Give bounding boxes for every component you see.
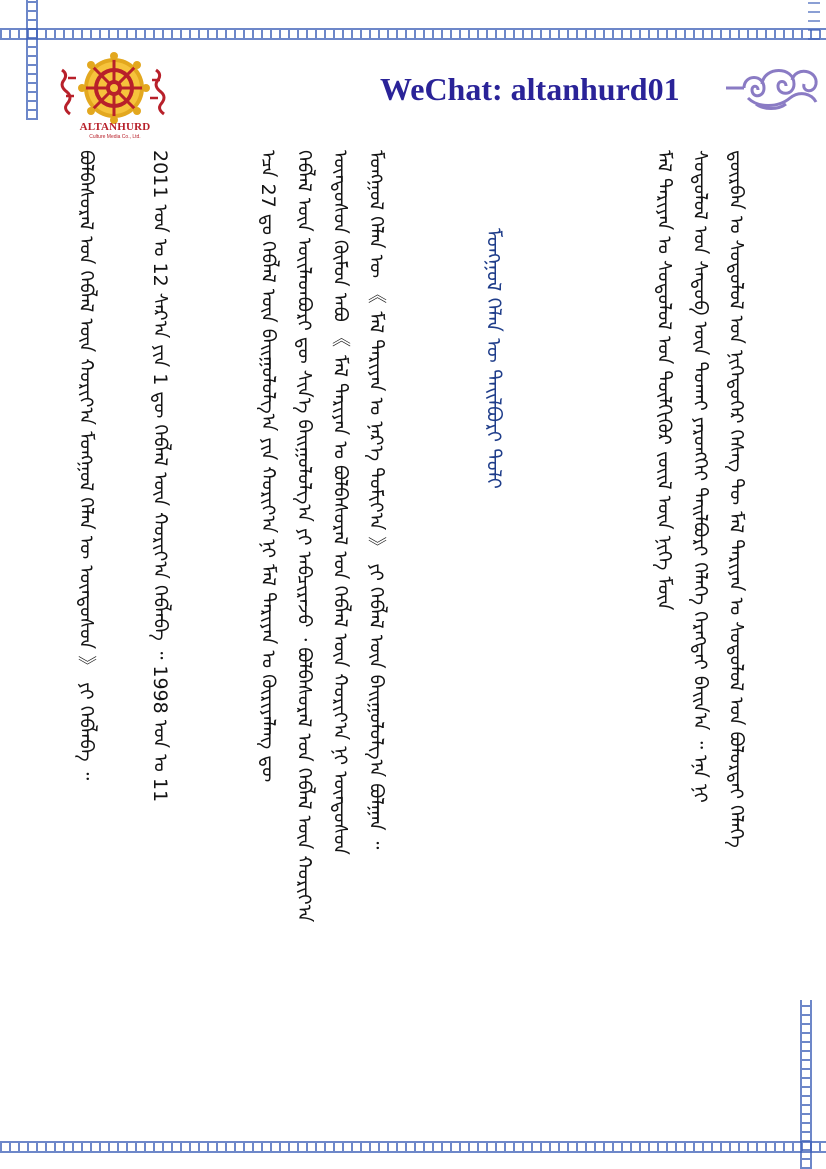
text-column: ᠦᠨᠳᠦᠰᠦᠨ ᠬᠦᠮᠦᠨ ᠠᠪᠤ 《 ᠮᠠᠯ ᠲᠠᠷᠢᠶᠠᠨ ᠤ ᠪᠣᠯᠪᠠᠰᠤᠷᠠᠯ ᠤᠨ ᠬᠡᠪᠯᠡᠯ ᠦᠨ ᠬᠣᠷᠢᠶ᠎ᠠ ᠨᠢ ᠦᠨᠳᠦᠰᠦᠨ [329,150,351,855]
text-column: 2011 ᠣᠨ ᠤ 12 ᠰᠠᠷ᠎ᠠ ᠶᠢᠨ 1 ᠳᠦ ᠬᠡᠪᠯᠡᠯ ᠦᠨ ᠬᠣᠷᠢᠶ᠎ᠠ ᠬᠡᠪᠯᠡᠪᠡ ᠃ 1998 ᠣᠨ ᠤ 11 [149,150,171,803]
altanhurd-logo [52,48,172,148]
bottom-ornament-border [0,1141,826,1153]
text-column: ᠰᠤᠳᠤᠯᠤᠯ ᠤᠨ ᠰᠡᠳᠦᠪ ᠦᠨ ᠲᠤᠬᠠᠢ ᠶᠡᠷᠦᠩᠬᠡᠢ ᠲᠠᠢᠯᠪᠤᠷᠢ ᠬᠡᠯᠡᠬᠡ ᠬᠡᠷᠡᠭᠲᠡᠢ ᠪᠠᠢᠨ᠎ᠠ ᠃ ᠡᠨᠡ ᠨᠢ [689,150,711,803]
text-column: ᠡᠴᠡ 27 ᠳᠤ ᠬᠡᠪᠯᠡᠯ ᠦᠨ ᠪᠠᠢᠭᠤᠯᠤᠯᠭ᠎ᠠ ᠶᠢᠨ ᠬᠣᠷᠢᠶ᠎ᠠ ᠨᠢ ᠮᠠᠯ ᠲᠠᠷᠢᠶᠠᠨ ᠤ ᠬᠦᠷᠢᠶᠡᠯᠡᠩ ᠳᠦ [257,150,279,783]
top-ornament-border [0,28,826,40]
text-column: ᠮᠤᠩᠭᠤᠯ ᠬᠡᠯᠡᠨ ᠦ 《 ᠮᠠᠯ ᠲᠠᠷᠢᠶᠠᠨ ᠤ ᠨᠡᠷ᠎ᠡ ᠲᠣᠮᠢᠶ᠎ᠠ 》 ᠶᠢ ᠬᠡᠪᠯᠡᠯ ᠦᠨ ᠪᠠᠢᠭᠤᠯᠤᠯᠭ᠎ᠠ ᠪᠣᠯᠭᠠᠨ ᠃ [365,150,387,850]
right-top-ornament-border [808,0,820,40]
dharma-wheel-icon [52,48,172,148]
text-column: ᠬᠡᠪᠯᠡᠯ ᠦᠨ ᠦᠢᠯᠡᠳᠪᠦᠷᠢ ᠳᠦ ᠰᠢᠨ᠎ᠡ ᠪᠠᠢᠭᠤᠯᠤᠯᠭ᠎ᠠ ᠶᠢ ᠠᠪᠴᠢᠷᠠᠵᠤ ᠂ ᠪᠣᠯᠪᠠᠰᠤᠷᠠᠯ ᠤᠨ ᠬᠡᠪᠯᠡᠯ ᠦᠨ ᠬᠣᠷᠢᠶ᠎ᠠ [293,150,315,923]
text-column: ᠪᠣᠯᠪᠠᠰᠤᠷᠠᠯ ᠤᠨ ᠬᠡᠪᠯᠡᠯ ᠦᠨ ᠬᠣᠷᠢᠶ᠎ᠠ ᠮᠤᠩᠭᠤᠯ ᠬᠡᠯᠡᠨ ᠦ ᠦᠨᠳᠦᠰᠦᠨ 》 ᠶᠢ ᠬᠡᠪᠯᠡᠪᠡ ᠃ [75,150,97,781]
auspicious-cloud-icon [722,58,822,114]
wechat-id: WeChat: altanhurd01 [380,71,680,107]
text-column: ᠮᠠᠯ ᠲᠠᠷᠢᠶᠠᠨ ᠤ ᠰᠤᠳᠤᠯᠤᠯ ᠤᠨ ᠲᠦᠯᠬᠢᠭᠦᠷ ᠵᠦᠢᠯ ᠦᠨ ᠨᠢᠭᠡ ᠮᠦᠨ [653,150,675,611]
logo-wordmark: ALTANHURD [79,121,151,133]
logo-subtitle: Culture Media Co., Ltd. [89,134,141,140]
text-column: ᠳ᠋ᠥᠷᠪᠡᠨ ᠤ ᠰᠤᠳᠤᠯᠤᠯ ᠤᠨ ᠨᠢᠭᠡᠳᠦᠭᠡᠷ ᠬᠡᠰᠡᠭ ᠲᠦ ᠮᠠᠯ ᠲᠠᠷᠢᠶᠠᠨ ᠤ ᠰᠤᠳᠤᠯᠤᠯ ᠤᠨ ᠪᠤᠯᠤᠷᠳᠠᠢ ᠬᠡᠯᠡᠬᠡ [725,150,747,848]
section-title: ᠮᠤᠩᠭᠤᠯ ᠬᠡᠯᠡᠨ ᠦ ᠲᠠᠢᠯᠪᠤᠷᠢ ᠲᠣᠯᠢ [482,228,506,489]
left-ornament-border [26,0,38,120]
right-ornament-border [800,1000,812,1169]
